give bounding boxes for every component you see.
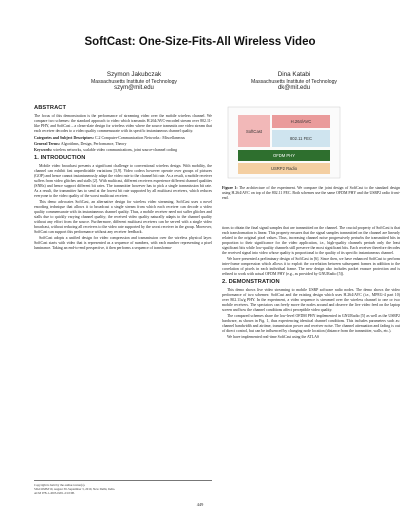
caption-label: Figure 1: bbox=[222, 186, 238, 190]
author-email: dk@mit.edu bbox=[277, 85, 311, 92]
section-heading-demonstration: 2. DEMONSTRATION bbox=[222, 279, 280, 286]
general-terms-line bbox=[34, 142, 212, 147]
figure-1-caption bbox=[222, 186, 400, 201]
intro-paragraph-2: This demo advocates SoftCast, an alternative design for wireless video streaming. SoftCast uses a novel encoding technique that allows it to broadcast a single stream from which each receiver can decode a video quality commensurate with its instantaneous channel quality. Thus, a mobile receiver need not suffer glitches and stalls due to quickly varying channel quality; the received video quality naturally adapts to the channel quality without any effort from the source. Furthermore, different multicast receivers can be served with a single video broadcast, without reducing all receivers to the video rate supported by the worst receiver in the group. Moreover, SoftCast can support this performance without any receiver feedback. bbox=[34, 200, 212, 235]
demo-paragraph-3: We have implemented real-time SoftCast using the ATLAS bbox=[227, 335, 320, 340]
keywords-text: wireless networks, scalable video communications, joint source-channel coding bbox=[53, 148, 178, 153]
categories-line bbox=[34, 136, 212, 141]
demo-paragraph-2: The compared schemes share the low-level OFDM PHY implemented in GNURadio [5] as well as the USRP2 hardware, as shown in Fig. 1, thus experiencing identical channel conditions. This includes parameters such as: channel bandwidth and airtime, transmission power and receiver noise. The channel attenuation and fading is out of direct control, but can be influenced by changing node location (distance from the transmitter, walls, etc.). bbox=[222, 314, 400, 334]
author-affiliation: Massachusetts Institute of Technology bbox=[91, 78, 177, 85]
intro-paragraph-1: Mobile video broadcast presents a significant challenge to conventional wireless design. With mobility, the channel can exhibit fast unpredictable variations [3,9]. Video codecs however operate over groups of pictures (GOP) and hence cannot instantaneously adapt the video rate to the channel bit rate. As a result, a mobile receiver suffers from video glitches and stalls [2]. With multicast, different receivers experience different channel qualities (SNRs) and hence support different bit rates. The transmitter however has to pick a single transmission bit rate. As a result, the transmitter has to send at the lowest bit rate supported by all multicast receivers, which reduces everyone to the video quality of the worst multicast receiver. bbox=[34, 164, 212, 199]
general-terms-text: Algorithms, Design, Performance, Theory bbox=[60, 141, 127, 146]
categories-label: Categories and Subject Descriptors: bbox=[34, 135, 94, 140]
h264-label: H.264/AVC bbox=[290, 119, 312, 124]
author-name: Szymon Jakubczak bbox=[106, 71, 162, 78]
section-heading-introduction: 1. INTRODUCTION bbox=[34, 155, 86, 162]
abstract-text: The focus of this demonstration is the performance of streaming video over the mobile wireless channel. We compare two schemes: the standard approach to video which transmits H.264/AVC-encoded stream over 802.11-like PHY, and SoftCast – a clean-slate design for wireless video where the source transmits one video stream that each receiver decodes to a video quality commensurate with its specific instantaneous channel quality. bbox=[34, 114, 212, 134]
abstract-heading: ABSTRACT bbox=[34, 105, 67, 112]
copyright-footnote bbox=[34, 480, 212, 495]
general-terms-label: General Terms: bbox=[34, 141, 61, 146]
keywords-line bbox=[34, 148, 212, 153]
categories-text: C.2 Computer-Communication Networks : Miscellaneous bbox=[94, 135, 185, 140]
architecture-diagram bbox=[222, 103, 364, 181]
caption-text: The architecture of the experiment. We compare the joint design of SoftCast to the standard design using H.264/AVC on top of the 802.11 FEC. Both schemes use the same OFDM PHY and the USRP2 radio front-end. bbox=[222, 186, 400, 200]
ofdm-label: OFDM PHY bbox=[272, 153, 296, 158]
intro-paragraph-3: SoftCast adopts a unified design for video compression and transmission over the wireless physical layer. SoftCast starts with video that is represented as a sequence of numbers, with each number representing a pixel luminance. Taking an end-to-end perspective, it then performs a sequence of transforma- bbox=[34, 236, 212, 251]
right-paragraph-1: tions to obtain the final signal samples that are transmitted on the channel. The crucial property of SoftCast is that each transformation is linear. This property ensures that the signal samples transmitted on the channel are linearly related to the original pixel values. Thus, increasing channel noise progressively perturbs the transmitted bits in proportion to their significance for the video application, i.e., high-quality channels perturb only the least significant bits while low-quality channels still preserve the most significant bits. Each receiver therefore decodes the received signal into video whose quality is proportional to the quality of its specific instantaneous channel. bbox=[222, 226, 400, 255]
author-block-2 bbox=[204, 71, 384, 93]
left-column bbox=[34, 103, 212, 253]
usrp-label: USRP2 Radio bbox=[270, 166, 298, 171]
demo-paragraph-1: This demo shows live video streaming to mobile USRP software radio nodes. The demo shows the video performance of two schemes: SoftCast and the existing design which uses H.264/AVC (i.e., MPEG-4 part 10) over 802.11a/g PHY. In the experiment, a video sequence is streamed over the wireless channel to one or two mobile receivers. The spectators can freely move the nodes around and observe the live video feed on the laptop screen and how the channel conditions affect perceptible video quality. bbox=[222, 288, 400, 313]
right-column bbox=[222, 226, 400, 342]
footnote-line: Copyright is held by the author/owner(s). bbox=[34, 483, 86, 487]
figure-1-architecture bbox=[222, 103, 364, 181]
page-number: 449 bbox=[196, 502, 204, 507]
footnote-line: ACM 978-1-4503-0201-2/10/08. bbox=[34, 491, 75, 496]
footnote-line: SIGCOMM'10, August 30–September 3, 2010, New Delhi, India. bbox=[34, 487, 116, 492]
paper-title: SoftCast: One-Size-Fits-All Wireless Video bbox=[84, 36, 316, 48]
author-block-1 bbox=[44, 71, 224, 93]
author-affiliation: Massachusetts Institute of Technology bbox=[251, 78, 337, 85]
right-paragraph-2: We have presented a preliminary design of SoftCast in [6]. Since then, we have enhanced SoftCast to perform inter-frame compression which allows it to exploit the correlation between subsequent frames in addition to the correlation of pixels in each individual frame. The new design also includes packet erasure protection and is refined to work with actual OFDM PHY (e.g., as provided by GNURadio [5]). bbox=[222, 257, 400, 276]
author-name: Dina Katabi bbox=[277, 71, 311, 78]
keywords-label: Keywords: bbox=[34, 148, 53, 153]
author-email: szym@mit.edu bbox=[114, 85, 154, 92]
fec-label: 802.11 FEC bbox=[289, 136, 313, 141]
softcast-label: SoftCast bbox=[245, 129, 263, 134]
